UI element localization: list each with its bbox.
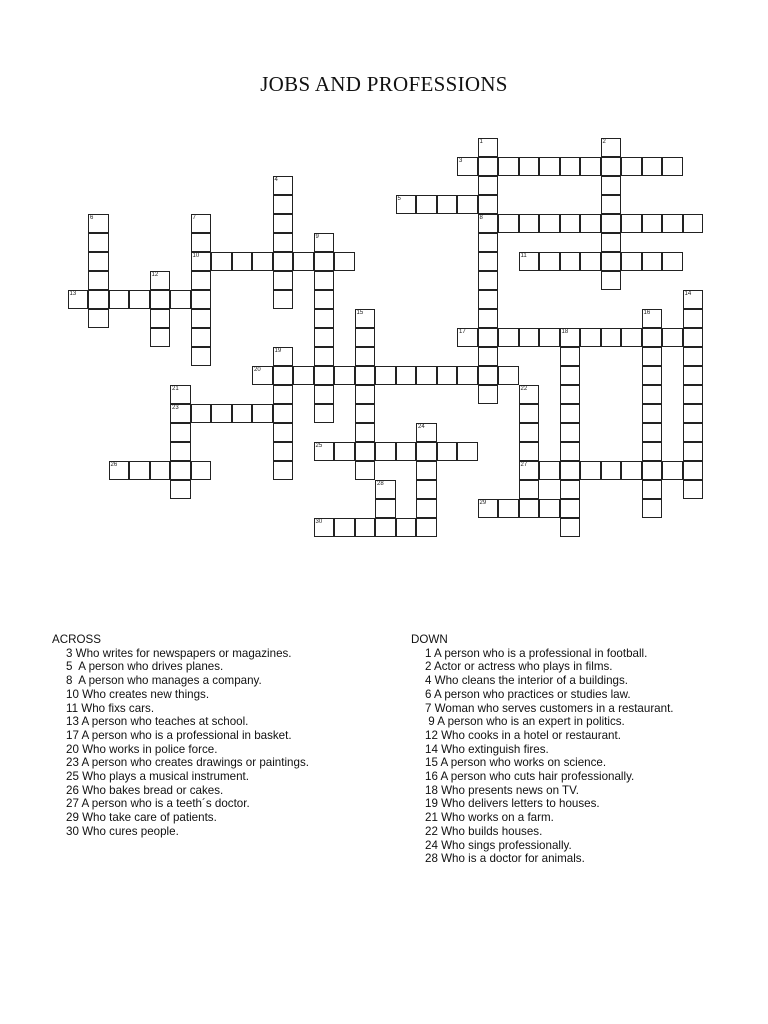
crossword-cell[interactable]: [683, 461, 704, 480]
crossword-cell[interactable]: [273, 423, 294, 442]
crossword-cell[interactable]: [498, 366, 519, 385]
crossword-cell[interactable]: [457, 328, 478, 347]
crossword-cell[interactable]: [334, 442, 355, 461]
crossword-cell[interactable]: [416, 366, 437, 385]
crossword-cell[interactable]: [314, 252, 335, 271]
crossword-cell[interactable]: [560, 480, 581, 499]
crossword-cell[interactable]: [273, 176, 294, 195]
crossword-cell[interactable]: [498, 214, 519, 233]
crossword-cell[interactable]: [109, 290, 130, 309]
crossword-cell[interactable]: [683, 309, 704, 328]
crossword-cell[interactable]: [478, 271, 499, 290]
crossword-cell[interactable]: [519, 442, 540, 461]
crossword-cell[interactable]: [416, 518, 437, 537]
clue-across: 8 A person who manages a company.: [66, 674, 262, 688]
crossword-cell[interactable]: [191, 271, 212, 290]
crossword-cell[interactable]: [519, 461, 540, 480]
crossword-cell[interactable]: [437, 366, 458, 385]
crossword-cell[interactable]: [375, 366, 396, 385]
crossword-cell[interactable]: [314, 442, 335, 461]
clue-number: 9: [315, 234, 319, 240]
crossword-cell[interactable]: [355, 423, 376, 442]
clue-down: 18 Who presents news on TV.: [425, 783, 580, 797]
crossword-cell[interactable]: [642, 157, 663, 176]
clue-across: 13 A person who teaches at school.: [66, 715, 249, 729]
crossword-cell[interactable]: [150, 461, 171, 480]
crossword-cell[interactable]: [478, 290, 499, 309]
crossword-cell[interactable]: [457, 195, 478, 214]
crossword-cell[interactable]: [683, 328, 704, 347]
crossword-cell[interactable]: [601, 328, 622, 347]
clue-number: 7: [192, 215, 196, 221]
crossword-cell[interactable]: [621, 157, 642, 176]
crossword-cell[interactable]: [601, 176, 622, 195]
crossword-cell[interactable]: [642, 480, 663, 499]
crossword-cell[interactable]: [375, 518, 396, 537]
crossword-cell[interactable]: [642, 499, 663, 518]
crossword-cell[interactable]: [601, 195, 622, 214]
crossword-cell[interactable]: [416, 195, 437, 214]
crossword-cell[interactable]: [457, 366, 478, 385]
crossword-cell[interactable]: [457, 442, 478, 461]
clue-down: 21 Who works on a farm.: [425, 811, 554, 825]
clue-down: 28 Who is a doctor for animals.: [425, 852, 585, 866]
clue-number: 16: [643, 310, 651, 316]
crossword-cell[interactable]: [662, 328, 683, 347]
crossword-cell[interactable]: [273, 252, 294, 271]
clue-down: 1 A person who is a professional in football.: [425, 646, 648, 660]
crossword-cell[interactable]: [273, 347, 294, 366]
crossword-cell[interactable]: [621, 461, 642, 480]
crossword-cell[interactable]: [252, 404, 273, 423]
crossword-cell[interactable]: [683, 290, 704, 309]
crossword-cell[interactable]: [601, 461, 622, 480]
clue-number: 13: [69, 291, 77, 297]
crossword-cell[interactable]: [355, 347, 376, 366]
crossword-cell[interactable]: [560, 157, 581, 176]
crossword-cell[interactable]: [88, 271, 109, 290]
crossword-cell[interactable]: [498, 328, 519, 347]
crossword-cell[interactable]: [355, 461, 376, 480]
clue-down: 4 Who cleans the interior of a buildings.: [425, 674, 629, 688]
crossword-cell[interactable]: [580, 157, 601, 176]
clue-across: 11 Who fixs cars.: [66, 701, 155, 715]
clue-number: 15: [356, 310, 364, 316]
crossword-cell[interactable]: [437, 195, 458, 214]
clue-number: 26: [110, 462, 118, 468]
crossword-cell[interactable]: [375, 442, 396, 461]
crossword-cell[interactable]: [560, 518, 581, 537]
crossword-cell[interactable]: [478, 157, 499, 176]
crossword-cell[interactable]: [129, 290, 150, 309]
crossword-cell[interactable]: [683, 347, 704, 366]
crossword-cell[interactable]: [170, 290, 191, 309]
crossword-cell[interactable]: [642, 328, 663, 347]
clue-number: 23: [172, 405, 179, 411]
crossword-cell[interactable]: [150, 328, 171, 347]
clue-number: 11: [520, 253, 527, 259]
crossword-cell[interactable]: [683, 214, 704, 233]
crossword-cell[interactable]: [560, 347, 581, 366]
clue-number: 21: [172, 386, 179, 392]
down-clues: [411, 633, 756, 866]
crossword-cell[interactable]: [314, 328, 335, 347]
crossword-cell[interactable]: [478, 195, 499, 214]
crossword-cell[interactable]: [191, 233, 212, 252]
crossword-cell[interactable]: [560, 461, 581, 480]
crossword-cell[interactable]: [642, 309, 663, 328]
crossword-cell[interactable]: [457, 157, 478, 176]
crossword-cell[interactable]: [621, 252, 642, 271]
crossword-cell[interactable]: [416, 499, 437, 518]
crossword-cell[interactable]: [560, 328, 581, 347]
crossword-cell[interactable]: [191, 214, 212, 233]
crossword-cell[interactable]: [601, 252, 622, 271]
crossword-cell[interactable]: [580, 461, 601, 480]
clue-number: 8: [479, 215, 483, 221]
clue-down: 2 Actor or actress who plays in films.: [425, 660, 613, 674]
crossword-cell[interactable]: [519, 252, 540, 271]
crossword-cell[interactable]: [560, 423, 581, 442]
clue-across: 23 A person who creates drawings or paintings.: [66, 756, 309, 770]
crossword-cell[interactable]: [191, 347, 212, 366]
crossword-cell[interactable]: [580, 252, 601, 271]
crossword-cell[interactable]: [662, 252, 683, 271]
crossword-cell[interactable]: [560, 499, 581, 518]
crossword-cell[interactable]: [519, 328, 540, 347]
crossword-cell[interactable]: [642, 423, 663, 442]
crossword-cell[interactable]: [478, 328, 499, 347]
clue-number: 30: [315, 519, 323, 525]
crossword-cell[interactable]: [539, 214, 560, 233]
clue-across: 26 Who bakes bread or cakes.: [66, 783, 224, 797]
clue-across: 20 Who works in police force.: [66, 742, 218, 756]
crossword-cell[interactable]: [478, 176, 499, 195]
crossword-cell[interactable]: [191, 252, 212, 271]
crossword-cell[interactable]: [642, 252, 663, 271]
crossword-cell[interactable]: [129, 461, 150, 480]
crossword-cell[interactable]: [314, 385, 335, 404]
crossword-cell[interactable]: [314, 518, 335, 537]
crossword-cell[interactable]: [293, 252, 314, 271]
crossword-cell[interactable]: [519, 423, 540, 442]
clue-number: 12: [151, 272, 159, 278]
crossword-cell[interactable]: [150, 271, 171, 290]
crossword-cell[interactable]: [601, 214, 622, 233]
crossword-cell[interactable]: [273, 214, 294, 233]
crossword-cell[interactable]: [580, 328, 601, 347]
clue-down: 9 A person who is an expert in politics.: [425, 715, 625, 729]
crossword-cell[interactable]: [601, 271, 622, 290]
crossword-cell[interactable]: [478, 347, 499, 366]
clue-number: 3: [459, 158, 463, 164]
crossword-cell[interactable]: [170, 423, 191, 442]
crossword-cell[interactable]: [642, 385, 663, 404]
crossword-cell[interactable]: [170, 404, 191, 423]
crossword-cell[interactable]: [355, 442, 376, 461]
crossword-cell[interactable]: [88, 233, 109, 252]
crossword-cell[interactable]: [478, 233, 499, 252]
crossword-cell[interactable]: [683, 385, 704, 404]
clue-across: 29 Who take care of patients.: [66, 811, 217, 825]
crossword-cell[interactable]: [170, 442, 191, 461]
clue-number: 28: [377, 481, 384, 487]
crossword-cell[interactable]: [170, 385, 191, 404]
clue-across: 3 Who writes for newspapers or magazines.: [66, 646, 292, 660]
crossword-cell[interactable]: [191, 309, 212, 328]
crossword-cell[interactable]: [314, 347, 335, 366]
clue-down: 19 Who delivers letters to houses.: [425, 797, 600, 811]
crossword-cell[interactable]: [539, 328, 560, 347]
crossword-cell[interactable]: [355, 385, 376, 404]
crossword-cell[interactable]: [478, 252, 499, 271]
crossword-cell[interactable]: [273, 366, 294, 385]
clue-number: 10: [192, 253, 200, 259]
crossword-cell[interactable]: [560, 214, 581, 233]
crossword-cell[interactable]: [621, 214, 642, 233]
crossword-cell[interactable]: [519, 499, 540, 518]
crossword-cell[interactable]: [642, 366, 663, 385]
across-clue-list: [52, 647, 382, 839]
crossword-cell[interactable]: [191, 328, 212, 347]
crossword-cell[interactable]: [170, 461, 191, 480]
crossword-cell[interactable]: [252, 252, 273, 271]
crossword-cell[interactable]: [437, 442, 458, 461]
clue-number: 20: [254, 367, 261, 373]
crossword-cell[interactable]: [355, 404, 376, 423]
crossword-cell[interactable]: [498, 157, 519, 176]
across-heading: ACROSS: [52, 633, 101, 646]
crossword-cell[interactable]: [416, 461, 437, 480]
clue-number: 5: [397, 196, 401, 202]
crossword-cell[interactable]: [416, 480, 437, 499]
crossword-cell[interactable]: [170, 480, 191, 499]
down-clue-list: [411, 647, 756, 866]
crossword-cell[interactable]: [314, 309, 335, 328]
clue-number: 27: [520, 462, 528, 468]
crossword-cell[interactable]: [314, 271, 335, 290]
crossword-cell[interactable]: [273, 404, 294, 423]
crossword-cell[interactable]: [150, 290, 171, 309]
clue-across: 17 A person who is a professional in basket.: [66, 728, 292, 742]
clue-down: 7 Woman who serves customers in a restaurant.: [425, 701, 674, 715]
crossword-cell[interactable]: [88, 214, 109, 233]
clue-number: 14: [684, 291, 692, 297]
crossword-cell[interactable]: [519, 214, 540, 233]
crossword-cell[interactable]: [211, 252, 232, 271]
clue-number: 6: [90, 215, 94, 221]
crossword-cell[interactable]: [314, 233, 335, 252]
crossword-cell[interactable]: [478, 214, 499, 233]
crossword-cell[interactable]: [539, 461, 560, 480]
crossword-cell[interactable]: [560, 252, 581, 271]
crossword-cell[interactable]: [396, 366, 417, 385]
clue-down: 16 A person who cuts hair professionally.: [425, 770, 635, 784]
clue-number: 19: [274, 348, 282, 354]
crossword-cell[interactable]: [314, 290, 335, 309]
crossword-cell[interactable]: [560, 442, 581, 461]
clue-number: 24: [418, 424, 425, 430]
crossword-cell[interactable]: [355, 518, 376, 537]
crossword-cell[interactable]: [560, 366, 581, 385]
crossword-cell[interactable]: [662, 157, 683, 176]
crossword-cell[interactable]: [642, 461, 663, 480]
crossword-cell[interactable]: [273, 461, 294, 480]
crossword-cell[interactable]: [478, 366, 499, 385]
crossword-cell[interactable]: [232, 252, 253, 271]
crossword-cell[interactable]: [273, 385, 294, 404]
crossword-cell[interactable]: [273, 271, 294, 290]
crossword-cell[interactable]: [191, 461, 212, 480]
clue-across: 25 Who plays a musical instrument.: [66, 770, 249, 784]
crossword-cell[interactable]: [601, 157, 622, 176]
clue-across: 27 A person who is a teeth´s doctor.: [66, 797, 250, 811]
clue-number: 4: [274, 177, 278, 183]
crossword-cell[interactable]: [519, 480, 540, 499]
page-title: JOBS AND PROFESSIONS: [260, 72, 508, 96]
crossword-cell[interactable]: [314, 404, 335, 423]
crossword-cell[interactable]: [191, 290, 212, 309]
crossword-cell[interactable]: [396, 518, 417, 537]
clue-number: 25: [315, 443, 323, 449]
crossword-cell[interactable]: [88, 309, 109, 328]
crossword-cell[interactable]: [478, 138, 499, 157]
crossword-cell[interactable]: [273, 290, 294, 309]
crossword-cell[interactable]: [375, 480, 396, 499]
clue-down: 22 Who builds houses.: [425, 824, 543, 838]
crossword-cell[interactable]: [539, 157, 560, 176]
crossword-cell[interactable]: [478, 385, 499, 404]
crossword-cell[interactable]: [334, 252, 355, 271]
clue-down: 15 A person who works on science.: [425, 756, 607, 770]
crossword-cell[interactable]: [416, 442, 437, 461]
crossword-cell[interactable]: [355, 328, 376, 347]
crossword-cell[interactable]: [88, 252, 109, 271]
crossword-cell[interactable]: [273, 442, 294, 461]
crossword-cell[interactable]: [273, 195, 294, 214]
crossword-cell[interactable]: [191, 404, 212, 423]
crossword-cell[interactable]: [601, 233, 622, 252]
clue-number: 2: [602, 139, 606, 145]
clue-down: 14 Who extinguish fires.: [425, 742, 549, 756]
clue-across: 5 A person who drives planes.: [66, 660, 224, 674]
crossword-cell[interactable]: [88, 290, 109, 309]
crossword-cell[interactable]: [621, 328, 642, 347]
down-heading: DOWN: [411, 633, 448, 646]
clue-number: 17: [459, 329, 466, 335]
crossword-cell[interactable]: [498, 499, 519, 518]
crossword-cell[interactable]: [560, 385, 581, 404]
crossword-cell[interactable]: [478, 309, 499, 328]
crossword-cell[interactable]: [416, 423, 437, 442]
crossword-cell[interactable]: [478, 499, 499, 518]
crossword-cell[interactable]: [601, 138, 622, 157]
crossword-cell[interactable]: [519, 157, 540, 176]
clue-down: 12 Who cooks in a hotel or restaurant.: [425, 728, 621, 742]
crossword-cell[interactable]: [642, 442, 663, 461]
crossword-cell[interactable]: [560, 404, 581, 423]
clue-number: 1: [479, 139, 483, 145]
clue-across: 30 Who cures people.: [66, 824, 179, 838]
crossword-cell[interactable]: [539, 252, 560, 271]
across-clues: [52, 633, 382, 839]
crossword-cell[interactable]: [683, 442, 704, 461]
crossword-cell[interactable]: [519, 385, 540, 404]
crossword-cell[interactable]: [396, 442, 417, 461]
crossword-cell[interactable]: [334, 366, 355, 385]
crossword-cell[interactable]: [355, 366, 376, 385]
crossword-cell[interactable]: [355, 309, 376, 328]
crossword-cell[interactable]: [580, 214, 601, 233]
clue-number: 18: [561, 329, 569, 335]
crossword-cell[interactable]: [683, 423, 704, 442]
crossword-cell[interactable]: [519, 404, 540, 423]
crossword-cell[interactable]: [252, 366, 273, 385]
clue-down: 6 A person who practices or studies law.: [425, 687, 631, 701]
crossword-cell[interactable]: [683, 366, 704, 385]
crossword-cell[interactable]: [68, 290, 89, 309]
crossword-cell[interactable]: [314, 366, 335, 385]
clue-down: 24 Who sings professionally.: [425, 838, 572, 852]
crossword-cell[interactable]: [683, 404, 704, 423]
crossword-cell[interactable]: [375, 499, 396, 518]
clue-number: 29: [479, 500, 487, 506]
crossword-cell[interactable]: [642, 214, 663, 233]
crossword-cell[interactable]: [211, 404, 232, 423]
crossword-cell[interactable]: [273, 233, 294, 252]
crossword-cell[interactable]: [662, 214, 683, 233]
crossword-cell[interactable]: [642, 347, 663, 366]
crossword-cell[interactable]: [662, 461, 683, 480]
clue-across: 10 Who creates new things.: [66, 687, 210, 701]
crossword-cell[interactable]: [396, 195, 417, 214]
crossword-cell[interactable]: [293, 366, 314, 385]
crossword-cell[interactable]: [109, 461, 130, 480]
crossword-cell[interactable]: [334, 518, 355, 537]
crossword-cell[interactable]: [232, 404, 253, 423]
crossword-cell[interactable]: [642, 404, 663, 423]
crossword-cell[interactable]: [683, 480, 704, 499]
crossword-cell[interactable]: [539, 499, 560, 518]
crossword-cell[interactable]: [150, 309, 171, 328]
clue-number: 22: [520, 386, 528, 392]
